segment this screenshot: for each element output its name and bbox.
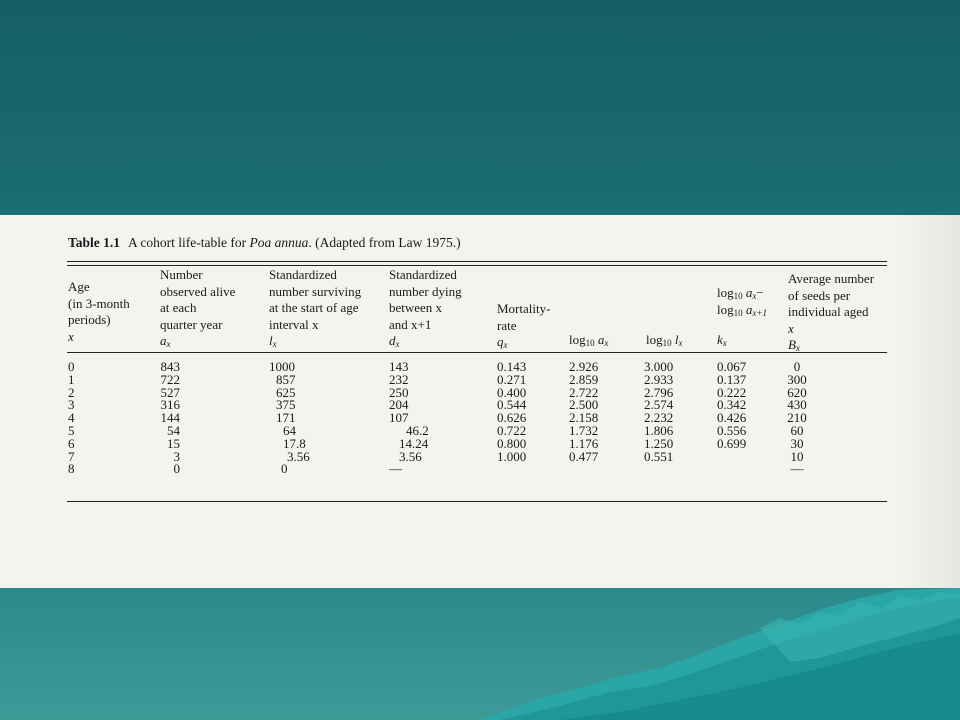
table-cell: 8	[68, 461, 75, 477]
header-observed-alive: Number observed alive at each quarter year $a_x$	[160, 267, 236, 349]
table-cell: 1.000	[497, 448, 527, 464]
scanned-book-page	[0, 215, 960, 588]
table-cell: 64	[283, 422, 296, 438]
table-cell: 0.626	[497, 410, 527, 426]
table-cell: 1.806	[644, 422, 674, 438]
column-log-lx	[644, 361, 673, 463]
table-cell: 527	[160, 384, 180, 400]
table-cell: 0.271	[497, 371, 527, 387]
table-cell: 0.699	[717, 435, 747, 451]
table-cell: 0.551	[644, 448, 674, 464]
table-cell: 0	[281, 461, 288, 477]
header-log-ax: $\log_{10} a_x$	[569, 332, 609, 348]
table-cell: 15	[167, 435, 180, 451]
table-cell: 1.732	[569, 422, 599, 438]
table-cell: 375	[276, 397, 296, 413]
header-age: Age (in 3-month periods) x	[68, 279, 130, 344]
table-cell: 300	[787, 371, 807, 387]
table-cell: 2.500	[569, 397, 599, 413]
caption-text: A cohort life-table for	[128, 235, 250, 250]
table-cell: 620	[787, 384, 807, 400]
table-cell: 14.24	[399, 435, 429, 451]
table-cell: 0.556	[717, 422, 747, 438]
table-cell: 0.544	[497, 397, 527, 413]
column-x	[68, 361, 75, 476]
table-cell: 210	[787, 410, 807, 426]
table-cell: 232	[389, 371, 409, 387]
table-cell: 1.176	[569, 435, 599, 451]
table-cell: 171	[276, 410, 296, 426]
table-cell: 0	[68, 359, 75, 374]
table-cell: 0.426	[717, 410, 747, 426]
table-cell: 4	[68, 410, 75, 426]
table-bottom-rule	[67, 501, 887, 502]
column-log-ax	[569, 361, 598, 463]
table-caption	[68, 235, 461, 251]
table-cell: 625	[276, 384, 296, 400]
table-cell: 2.796	[644, 384, 674, 400]
table-cell: 2.232	[644, 410, 674, 426]
table-cell: 3.56	[287, 448, 310, 464]
table-cell: 0	[793, 359, 801, 374]
column-dx	[389, 361, 429, 476]
slide-header-band	[0, 0, 960, 215]
table-cell: 107	[389, 410, 409, 426]
table-cell: 857	[276, 371, 296, 387]
table-cell: 3.56	[399, 448, 422, 464]
species-name: Poa annua	[249, 235, 309, 250]
table-cell: 1000	[269, 359, 295, 374]
column-bx	[782, 361, 812, 476]
table-cell: 0.722	[497, 422, 527, 438]
header-standardized-surviving: Standardized number surviving at the start of age interval x $l_x$	[269, 267, 362, 349]
table-cell: 0.342	[717, 397, 747, 413]
table-cell: 250	[389, 384, 409, 400]
table-cell: 6	[68, 435, 75, 451]
table-cell: 2	[68, 384, 75, 400]
table-cell: 10	[790, 448, 804, 464]
table-cell: 60	[790, 422, 804, 438]
table-cell: 0.143	[497, 359, 527, 374]
table-cell: 3	[173, 448, 180, 464]
table-cell: 0.222	[717, 384, 747, 400]
column-ax	[150, 361, 180, 476]
table-cell: 144	[160, 410, 180, 426]
table-cell: 1	[68, 371, 75, 387]
table-top-rule-2	[67, 265, 887, 266]
table-cell: 722	[160, 371, 180, 387]
table-number: Table 1.1	[68, 235, 121, 250]
header-log-lx: $\log_{10} l_x$	[646, 332, 683, 348]
table-cell: 7	[68, 448, 75, 464]
table-cell: 2.158	[569, 410, 599, 426]
table-cell: 2.933	[644, 371, 674, 387]
column-lx	[269, 361, 310, 476]
header-bottom-rule	[67, 352, 887, 353]
column-qx	[497, 361, 526, 463]
caption-source: . (Adapted from Law 1975.)	[308, 235, 461, 250]
table-cell: 204	[389, 397, 409, 413]
header-seeds: Average number of seeds per individual aged x $B_x$	[788, 271, 875, 353]
table-cell: 0.400	[497, 384, 527, 400]
table-cell: —	[389, 461, 402, 477]
table-cell: 54	[167, 422, 180, 438]
table-cell: 143	[389, 359, 409, 374]
table-top-rule	[67, 261, 887, 262]
table-cell: 0.137	[717, 371, 747, 387]
table-cell: 2.574	[644, 397, 674, 413]
table-cell: 0.067	[717, 359, 747, 374]
mountain-decoration	[0, 588, 960, 720]
table-cell: 2.722	[569, 384, 599, 400]
table-cell: 3.000	[644, 359, 674, 374]
table-cell: —	[790, 461, 804, 477]
table-cell: 46.2	[406, 422, 429, 438]
table-cell: 0.477	[569, 448, 599, 464]
table-cell: 0	[173, 461, 180, 477]
table-cell: 430	[787, 397, 807, 413]
table-cell: 2.926	[569, 359, 599, 374]
table-cell: 3	[68, 397, 75, 413]
header-kx: $\log_{10} a_x-$ $\log_{10} a_{x+1}$ $k_x$	[717, 285, 767, 348]
table-cell: 2.859	[569, 371, 599, 387]
table-cell: 843	[160, 359, 180, 374]
column-kx	[717, 361, 746, 451]
table-cell: 316	[160, 397, 180, 413]
table-cell: 5	[68, 422, 75, 438]
header-standardized-dying: Standardized number dying between x and x+1 $d_x$	[389, 267, 462, 349]
header-mortality-rate: Mortality- rate $q_x$	[497, 301, 551, 350]
table-cell: 30	[790, 435, 804, 451]
table-cell: 0.800	[497, 435, 527, 451]
table-cell: 17.8	[283, 435, 306, 451]
table-cell: 1.250	[644, 435, 674, 451]
